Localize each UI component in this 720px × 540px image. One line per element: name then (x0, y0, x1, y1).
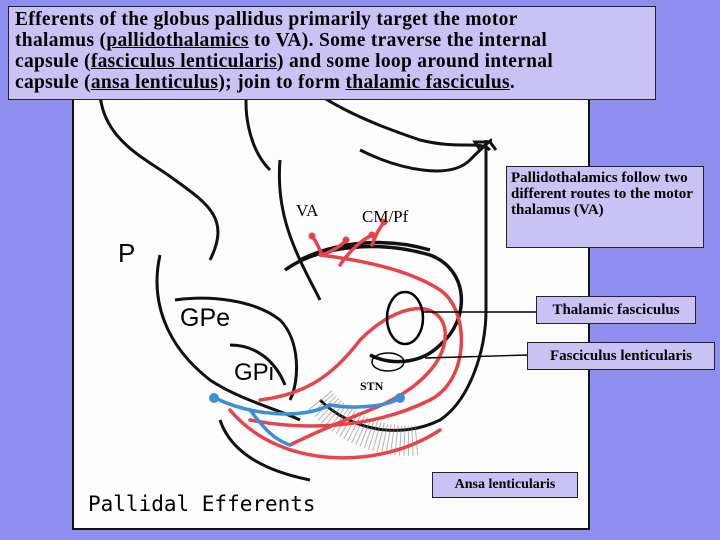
callout-thalamic-fasciculus: Thalamic fasciculus (536, 296, 696, 324)
term-pallidothalamics: pallidothalamics (106, 30, 249, 51)
internal-capsule-left (279, 160, 320, 300)
title-line-1: Efferents of the globus pallidus primarily target the motor (15, 9, 518, 30)
label-va: VA (296, 201, 319, 220)
brain-outlines (100, 72, 496, 480)
label-gpi: GPi (234, 359, 275, 386)
term-fasciculus-lenticularis: fasciculus lenticularis (90, 51, 278, 72)
diagram-caption: Pallidal Efferents (88, 492, 316, 516)
midline-outline (320, 140, 486, 430)
caudate-outline (100, 80, 218, 260)
label-p: P (118, 238, 136, 268)
label-gpe: GPe (180, 304, 231, 332)
thalamic-fibers (285, 243, 461, 362)
title-line-4: capsule (ansa lenticulus); join to form thalamic fasciculus. (15, 72, 516, 93)
callout-two-routes: Pallidothalamics follow two different routes to the motor thalamus (VA) (506, 166, 704, 248)
callout-fasciculus-lenticularis: Fasciculus lenticularis (527, 342, 715, 370)
page-title (8, 6, 656, 100)
label-stn: STN (360, 379, 384, 393)
term-thalamic-fasciculus: thalamic fasciculus (345, 72, 510, 93)
title-line-2: thalamus (pallidothalamics to VA). Some traverse the internal (15, 30, 548, 51)
label-cmpf: CM/Pf (362, 207, 409, 226)
thalamic-fasciculus-marker (387, 292, 423, 344)
callout-ansa-lenticularis: Ansa lenticularis (432, 472, 578, 498)
term-ansa-lenticulus: ansa lenticulus (90, 72, 219, 93)
title-line-3: capsule (fasciculus lenticularis) and some loop around internal (15, 51, 554, 72)
red-pathways (230, 222, 461, 458)
